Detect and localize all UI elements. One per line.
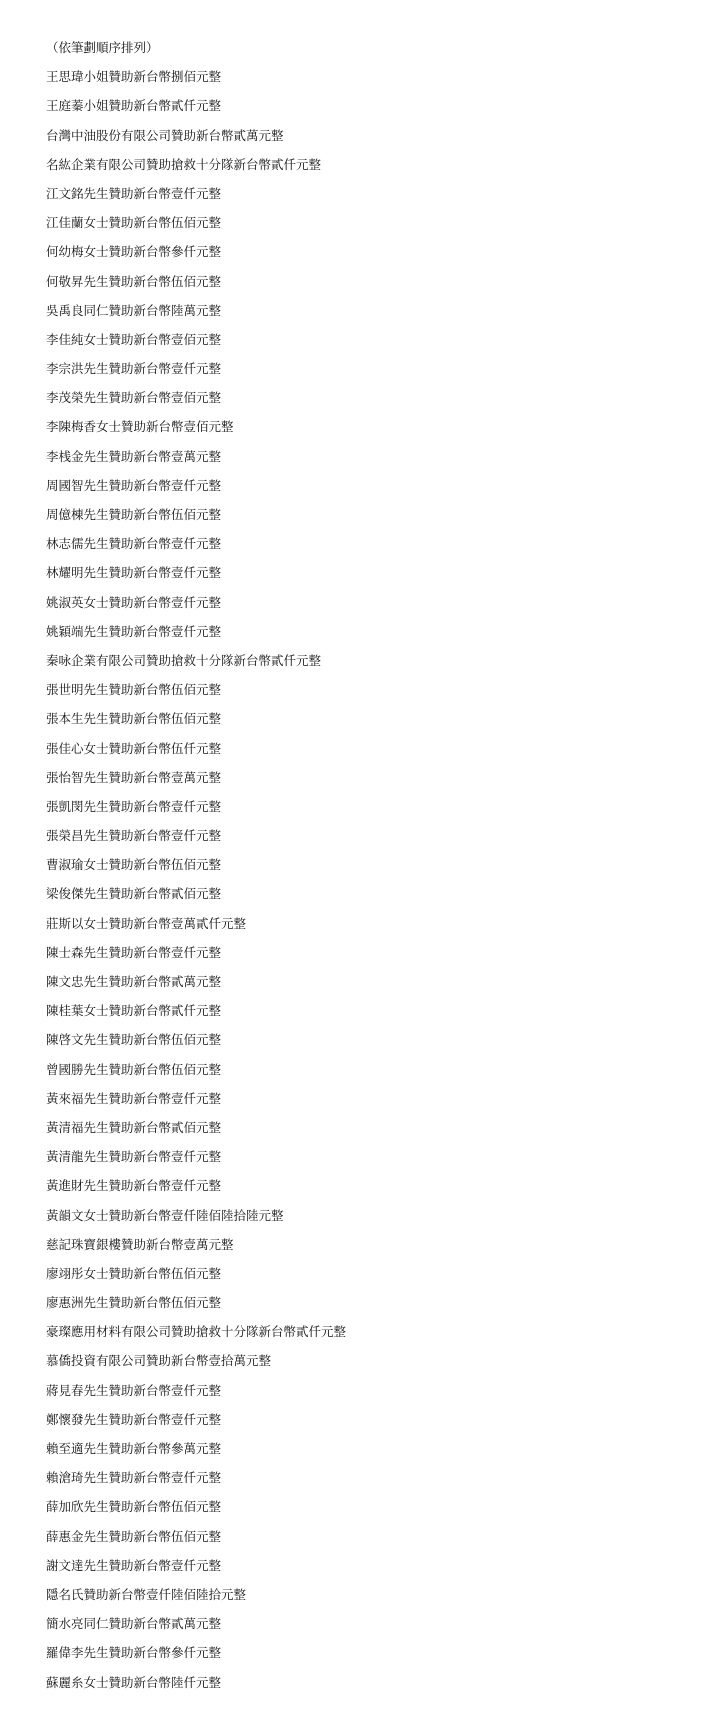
donor-entry: 李佳純女士贊助新台幣壹佰元整 xyxy=(46,331,222,347)
donor-entry: 李陳梅香女士贊助新台幣壹佰元整 xyxy=(46,419,234,435)
donor-entry: 謝文達先生贊助新台幣壹仟元整 xyxy=(46,1557,222,1573)
donor-entry: 黃進財先生贊助新台幣壹仟元整 xyxy=(46,1178,222,1194)
donor-entry: 江佳蘭女士贊助新台幣伍佰元整 xyxy=(46,215,222,231)
donor-entry: 羅偉李先生贊助新台幣參仟元整 xyxy=(46,1645,222,1661)
donor-entry: 薛惠金先生贊助新台幣伍佰元整 xyxy=(46,1528,222,1544)
list-order-note: （依筆劃順序排列） xyxy=(46,40,159,55)
donor-entry: 蔣見春先生贊助新台幣壹仟元整 xyxy=(46,1382,222,1398)
donor-entry: 姚淑英女士贊助新台幣壹仟元整 xyxy=(46,594,222,610)
donor-entry: 慈記珠寶銀樓贊助新台幣壹萬元整 xyxy=(46,1236,234,1252)
donor-entry: 陳士森先生贊助新台幣壹仟元整 xyxy=(46,944,222,960)
donor-entry: 蘇麗糸女士贊助新台幣陸仟元整 xyxy=(46,1674,222,1690)
donor-entry: 陳桂葉女士贊助新台幣貳仟元整 xyxy=(46,1003,222,1019)
donor-entry: 賴至適先生贊助新台幣參萬元整 xyxy=(46,1441,222,1456)
donor-entry: 張佳心女士贊助新台幣伍仟元整 xyxy=(46,740,222,756)
donor-entry: 台灣中油股份有限公司贊助新台幣貳萬元整 xyxy=(46,127,284,143)
donor-entry: 隱名氏贊助新台幣壹仟陸佰陸拾元整 xyxy=(46,1586,247,1602)
donor-entry: 周國智先生贊助新台幣壹仟元整 xyxy=(46,477,222,493)
donor-entry: 梁俊傑先生贊助新台幣貳佰元整 xyxy=(46,886,222,902)
donor-entry: 慕僑投資有限公司贊助新台幣壹拾萬元整 xyxy=(46,1353,272,1369)
donor-entry: 黃清龍先生贊助新台幣壹仟元整 xyxy=(46,1149,222,1165)
donor-entry: 陳啓文先生贊助新台幣伍佰元整 xyxy=(46,1032,222,1048)
donor-entry: 廖翊彤女士贊助新台幣伍佰元整 xyxy=(46,1265,222,1281)
donor-entry: 李茂榮先生贊助新台幣壹佰元整 xyxy=(46,390,222,406)
donor-entry: 王庭蓁小姐贊助新台幣貳仟元整 xyxy=(46,98,222,114)
donor-entry: 何敬昇先生贊助新台幣伍佰元整 xyxy=(46,273,222,289)
donor-entry: 李宗洪先生贊助新台幣壹仟元整 xyxy=(46,361,222,377)
donor-list xyxy=(46,69,700,1704)
donor-entry: 林耀明先生贊助新台幣壹仟元整 xyxy=(46,565,222,581)
donor-entry: 廖惠洲先生贊助新台幣伍佰元整 xyxy=(46,1295,222,1311)
donor-entry: 曹淑瑜女士贊助新台幣伍佰元整 xyxy=(46,857,222,873)
donor-entry: 陳文忠先生贊助新台幣貳萬元整 xyxy=(46,974,222,989)
donor-entry: 林志儒先生贊助新台幣壹仟元整 xyxy=(46,536,222,552)
donor-entry: 薛加欣先生贊助新台幣伍佰元整 xyxy=(46,1499,222,1515)
donor-entry: 周億棟先生贊助新台幣伍佰元整 xyxy=(46,507,222,522)
donor-entry: 黃來福先生贊助新台幣壹仟元整 xyxy=(46,1090,222,1106)
donor-entry: 張怡智先生贊助新台幣壹萬元整 xyxy=(46,769,222,785)
donor-entry: 吳禹良同仁贊助新台幣陸萬元整 xyxy=(46,302,222,318)
donor-document xyxy=(46,40,700,1704)
donor-entry: 張世明先生贊助新台幣伍佰元整 xyxy=(46,682,222,698)
donor-entry: 名紘企業有限公司贊助搶救十分隊新台幣貳仟元整 xyxy=(46,156,322,172)
donor-entry: 姚穎端先生贊助新台幣壹仟元整 xyxy=(46,623,222,639)
donor-entry: 鄭懷發先生贊助新台幣壹仟元整 xyxy=(46,1411,222,1427)
donor-entry: 黃清福先生贊助新台幣貳佰元整 xyxy=(46,1119,222,1135)
donor-entry: 江文銘先生贊助新台幣壹仟元整 xyxy=(46,185,222,201)
donor-entry: 張凱閔先生贊助新台幣壹仟元整 xyxy=(46,798,222,814)
donor-entry: 賴滄琦先生贊助新台幣壹仟元整 xyxy=(46,1470,222,1486)
donor-entry: 莊斯以女士贊助新台幣壹萬貳仟元整 xyxy=(46,915,247,931)
donor-entry: 曾國勝先生贊助新台幣伍佰元整 xyxy=(46,1061,222,1077)
donor-entry: 豪璨應用材料有限公司贊助搶救十分隊新台幣貳仟元整 xyxy=(46,1324,347,1340)
donor-entry: 何幼梅女士贊助新台幣參仟元整 xyxy=(46,244,222,260)
donor-entry: 張本生先生贊助新台幣伍佰元整 xyxy=(46,711,222,727)
donor-entry: 李桟金先生贊助新台幣壹萬元整 xyxy=(46,448,222,464)
donor-entry: 秦咏企業有限公司贊助搶救十分隊新台幣貳仟元整 xyxy=(46,652,322,668)
donor-entry: 張榮昌先生贊助新台幣壹仟元整 xyxy=(46,828,222,844)
donor-entry: 簡水亮同仁贊助新台幣貳萬元整 xyxy=(46,1616,222,1632)
donor-entry: 王思瑋小姐贊助新台幣捌佰元整 xyxy=(46,69,222,85)
donor-entry: 黃韻文女士贊助新台幣壹仟陸佰陸拾陸元整 xyxy=(46,1207,284,1223)
